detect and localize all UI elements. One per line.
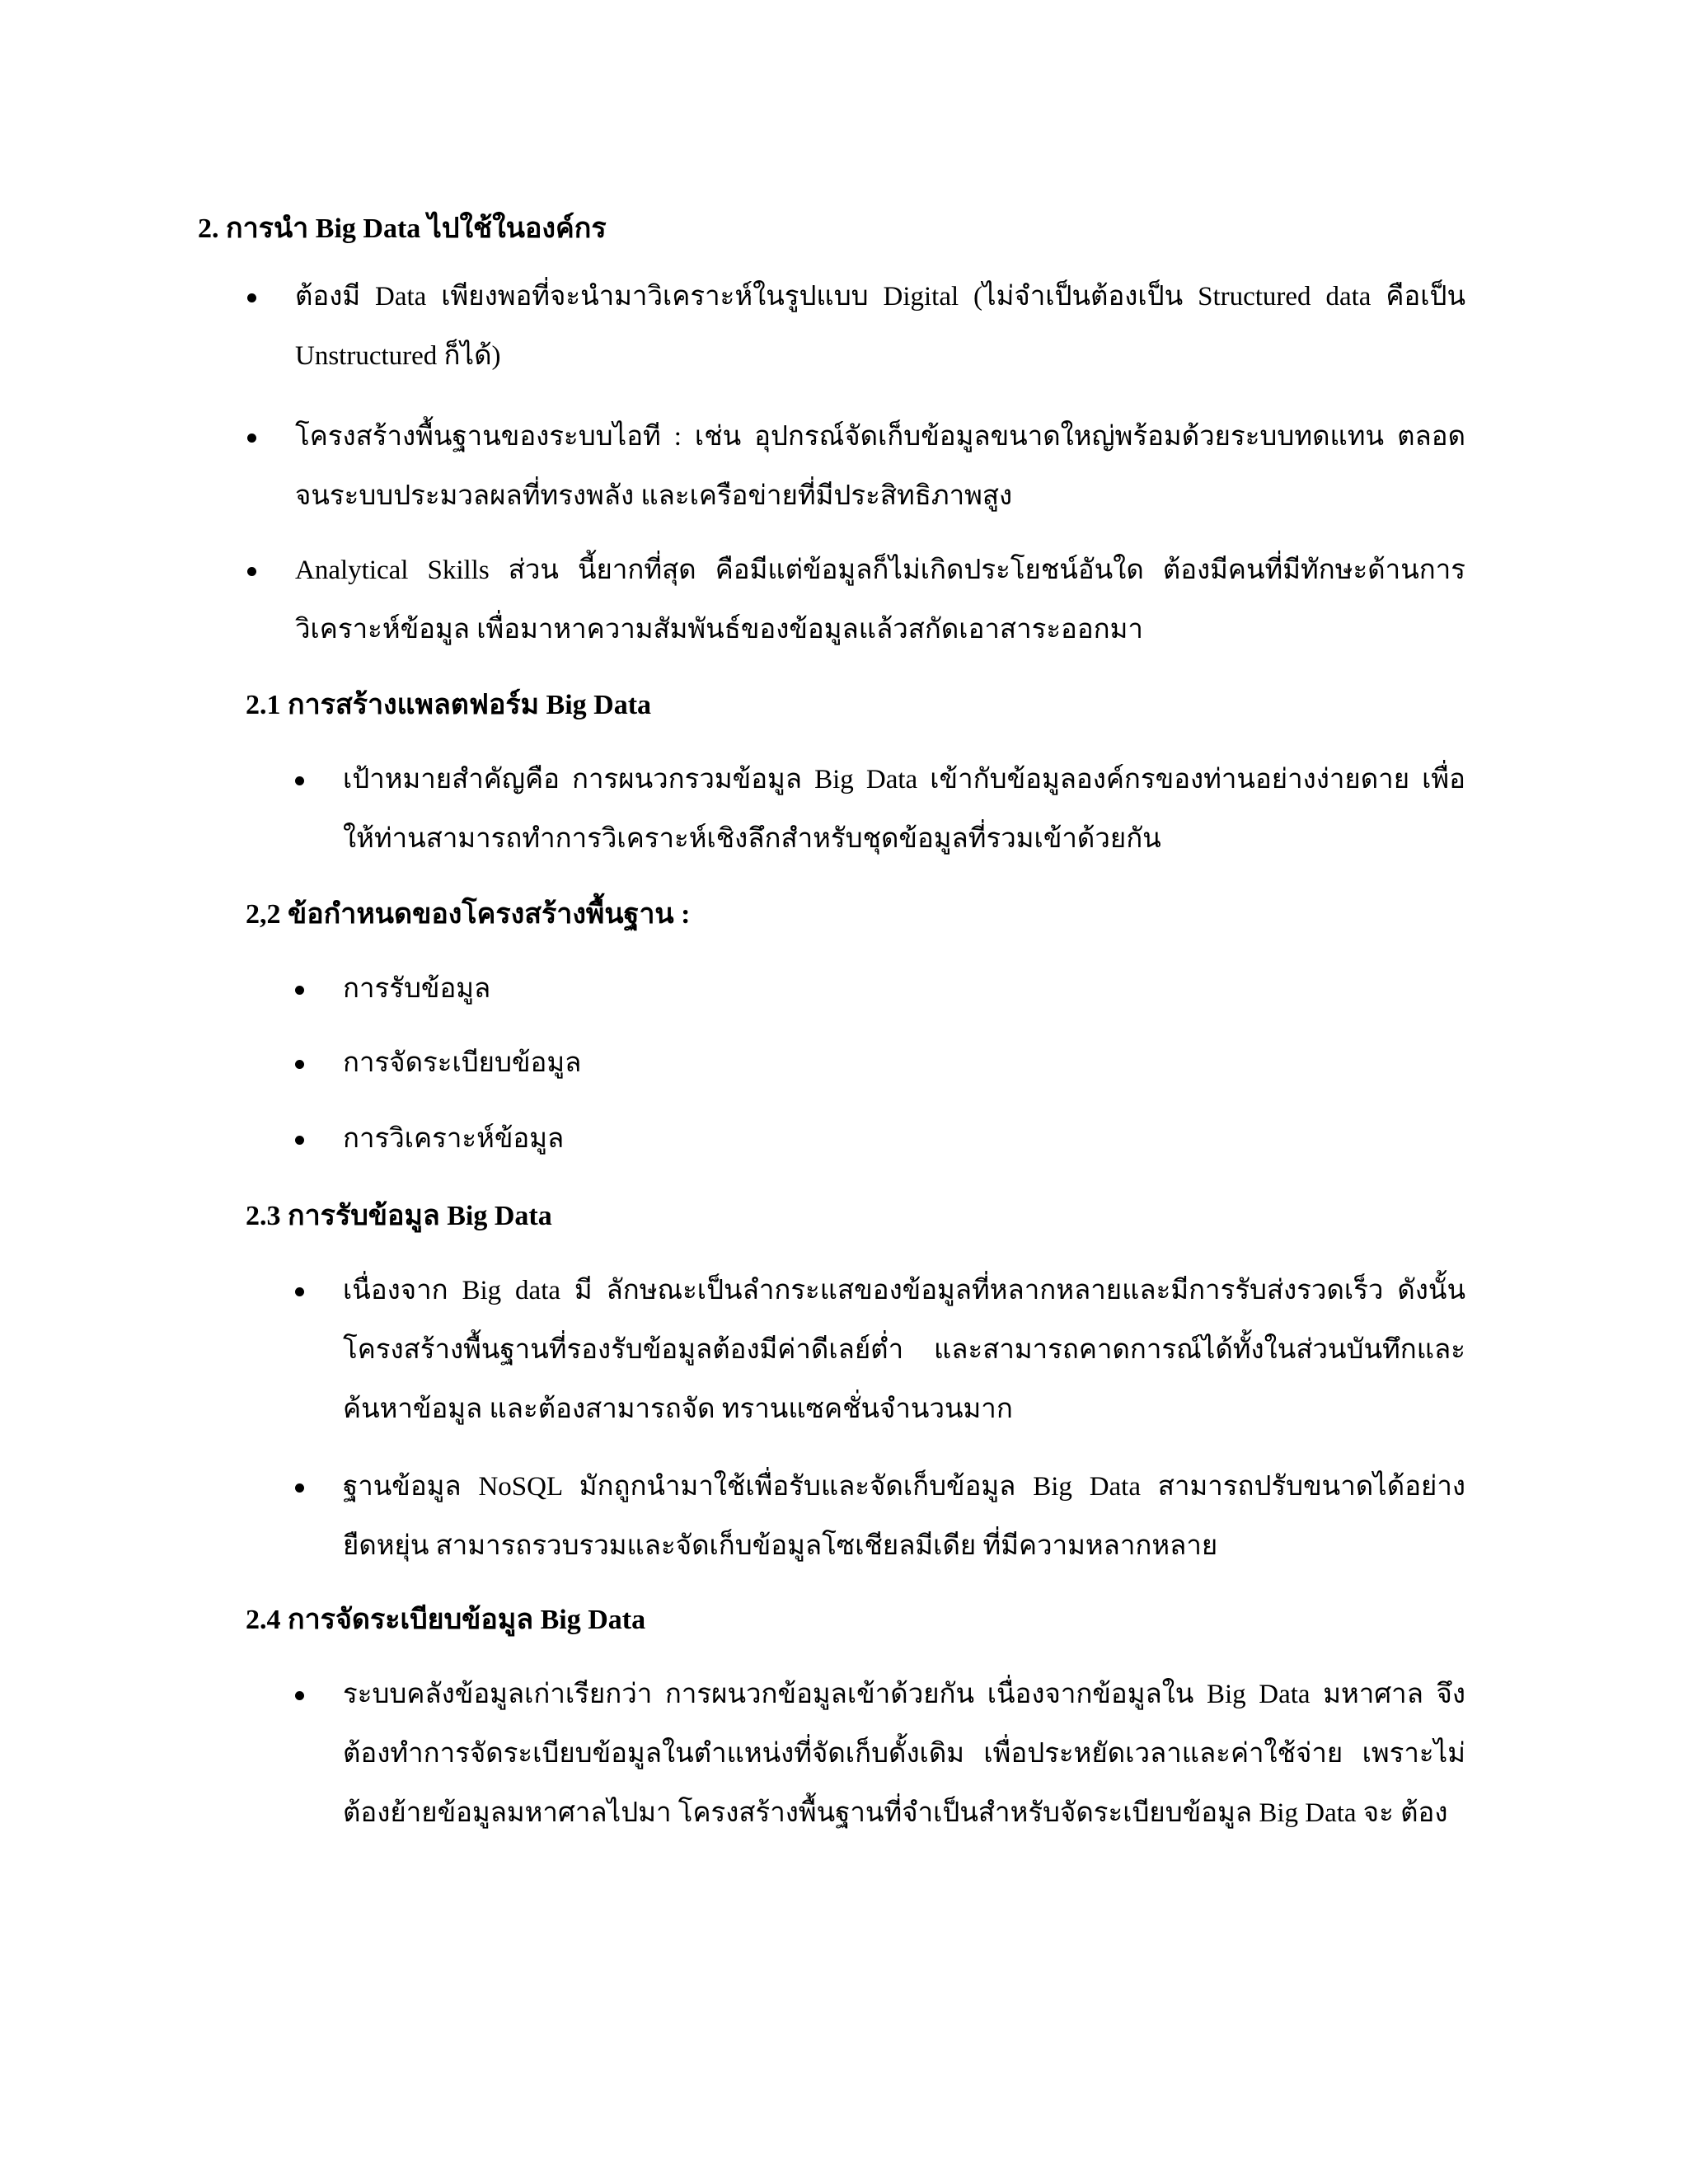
bullet-icon [295, 1691, 304, 1700]
bullet-icon [295, 1060, 304, 1069]
section-2-2-heading: 2,2 ข้อกำหนดของโครงสร้างพื้นฐาน : [246, 899, 691, 930]
bullet-icon [295, 1483, 304, 1493]
list-item-text: ต้องมี Data เพียงพอที่จะนำมาวิเคราะห์ในรูปแบบ Digital (ไม่จำเป็นต้องเป็น Structured data คือเป็น Unstructured ก็ได้) [295, 282, 1465, 371]
list-item [343, 1109, 1465, 1169]
list-item-text: การวิเคราะห์ข้อมูล [343, 1124, 565, 1154]
list-item-text: Analytical Skills ส่วน นี้ยากที่สุด คือมีแต่ข้อมูลก็ไม่เกิดประโยชน์อันใด ต้องมีคนที่มีทักษะด้านการวิเคราะห์ข้อมูล เพื่อมาหาความสัมพันธ์ของข้อมูลแล้วสกัดเอาสาระออกมา [295, 555, 1465, 644]
bullet-icon [247, 434, 256, 443]
list-item [343, 959, 1465, 1019]
list-item [295, 541, 1465, 659]
list-item [343, 1665, 1465, 1843]
section-2-heading: 2. การนำ Big Data ไปใช้ในองค์กร [198, 213, 607, 244]
bullet-icon [295, 1136, 304, 1145]
section-2-4-heading: 2.4 การจัดระเบียบข้อมูล Big Data [246, 1605, 646, 1635]
list-item-text: การจัดระเบียบข้อมูล [343, 1048, 582, 1078]
bullet-icon [295, 986, 304, 995]
list-item [343, 1457, 1465, 1576]
list-item [295, 267, 1465, 386]
list-item-text: การรับข้อมูล [343, 974, 491, 1004]
list-item-text: เป้าหมายสำคัญคือ การผนวกรวมข้อมูล Big Data เข้ากับข้อมูลองค์กรของท่านอย่างง่ายดาย เพื่อให้ท่านสามารถทำการวิเคราะห์เชิงลึกสำหรับชุดข้อมูลที่รวมเข้าด้วยกัน [343, 765, 1466, 854]
list-item-text: โครงสร้างพื้นฐานของระบบไอที : เช่น อุปกรณ์จัดเก็บข้อมูลขนาดใหญ่พร้อมด้วยระบบทดแทน ตลอดจนระบบประมวลผลที่ทรงพลัง และเครือข่ายที่มีประสิทธิภาพสูง [295, 422, 1465, 511]
bullet-icon [247, 293, 256, 302]
bullet-icon [247, 567, 256, 576]
list-item [343, 750, 1465, 869]
bullet-icon [295, 1287, 304, 1296]
list-item-text: ฐานข้อมูล NoSQL มักถูกนำมาใช้เพื่อรับและจัดเก็บข้อมูล Big Data สามารถปรับขนาดได้อย่างยืดหยุ่น สามารถรวบรวมและจัดเก็บข้อมูลโซเชียลมีเดีย ที่มีความหลากหลาย [343, 1472, 1465, 1561]
section-2-3-heading: 2.3 การรับข้อมูล Big Data [246, 1201, 552, 1231]
section-2-1-heading: 2.1 การสร้างแพลตฟอร์ม Big Data [246, 690, 652, 720]
list-item [343, 1261, 1465, 1439]
list-item [343, 1033, 1465, 1093]
bullet-icon [295, 776, 304, 785]
list-item-text: ระบบคลังข้อมูลเก่าเรียกว่า การผนวกข้อมูลเข้าด้วยกัน เนื่องจากข้อมูลใน Big Data มหาศาล จึงต้องทำการจัดระเบียบข้อมูลในตำแหน่งที่จัดเก็บดั้งเดิม เพื่อประหยัดเวลาและค่าใช้จ่าย เพราะไม่ต้องย้ายข้อมูลมหาศาลไปมา โครงสร้างพื้นฐานที่จำเป็นสำหรับจัดระเบียบข้อมูล Big Data จะ ต้อง [343, 1680, 1465, 1828]
list-item [295, 407, 1465, 526]
list-item-text: เนื่องจาก Big data มี ลักษณะเป็นลำกระแสของข้อมูลที่หลากหลายและมีการรับส่งรวดเร็ว ดังนั้น โครงสร้างพื้นฐานที่รองรับข้อมูลต้องมีค่าดีเลย์ต่ำ และสามารถคาดการณ์ได้ทั้งในส่วนบันทึกและค้นหาข้อมูล และต้องสามารถจัด ทรานแซคชั่นจำนวนมาก [343, 1276, 1465, 1424]
